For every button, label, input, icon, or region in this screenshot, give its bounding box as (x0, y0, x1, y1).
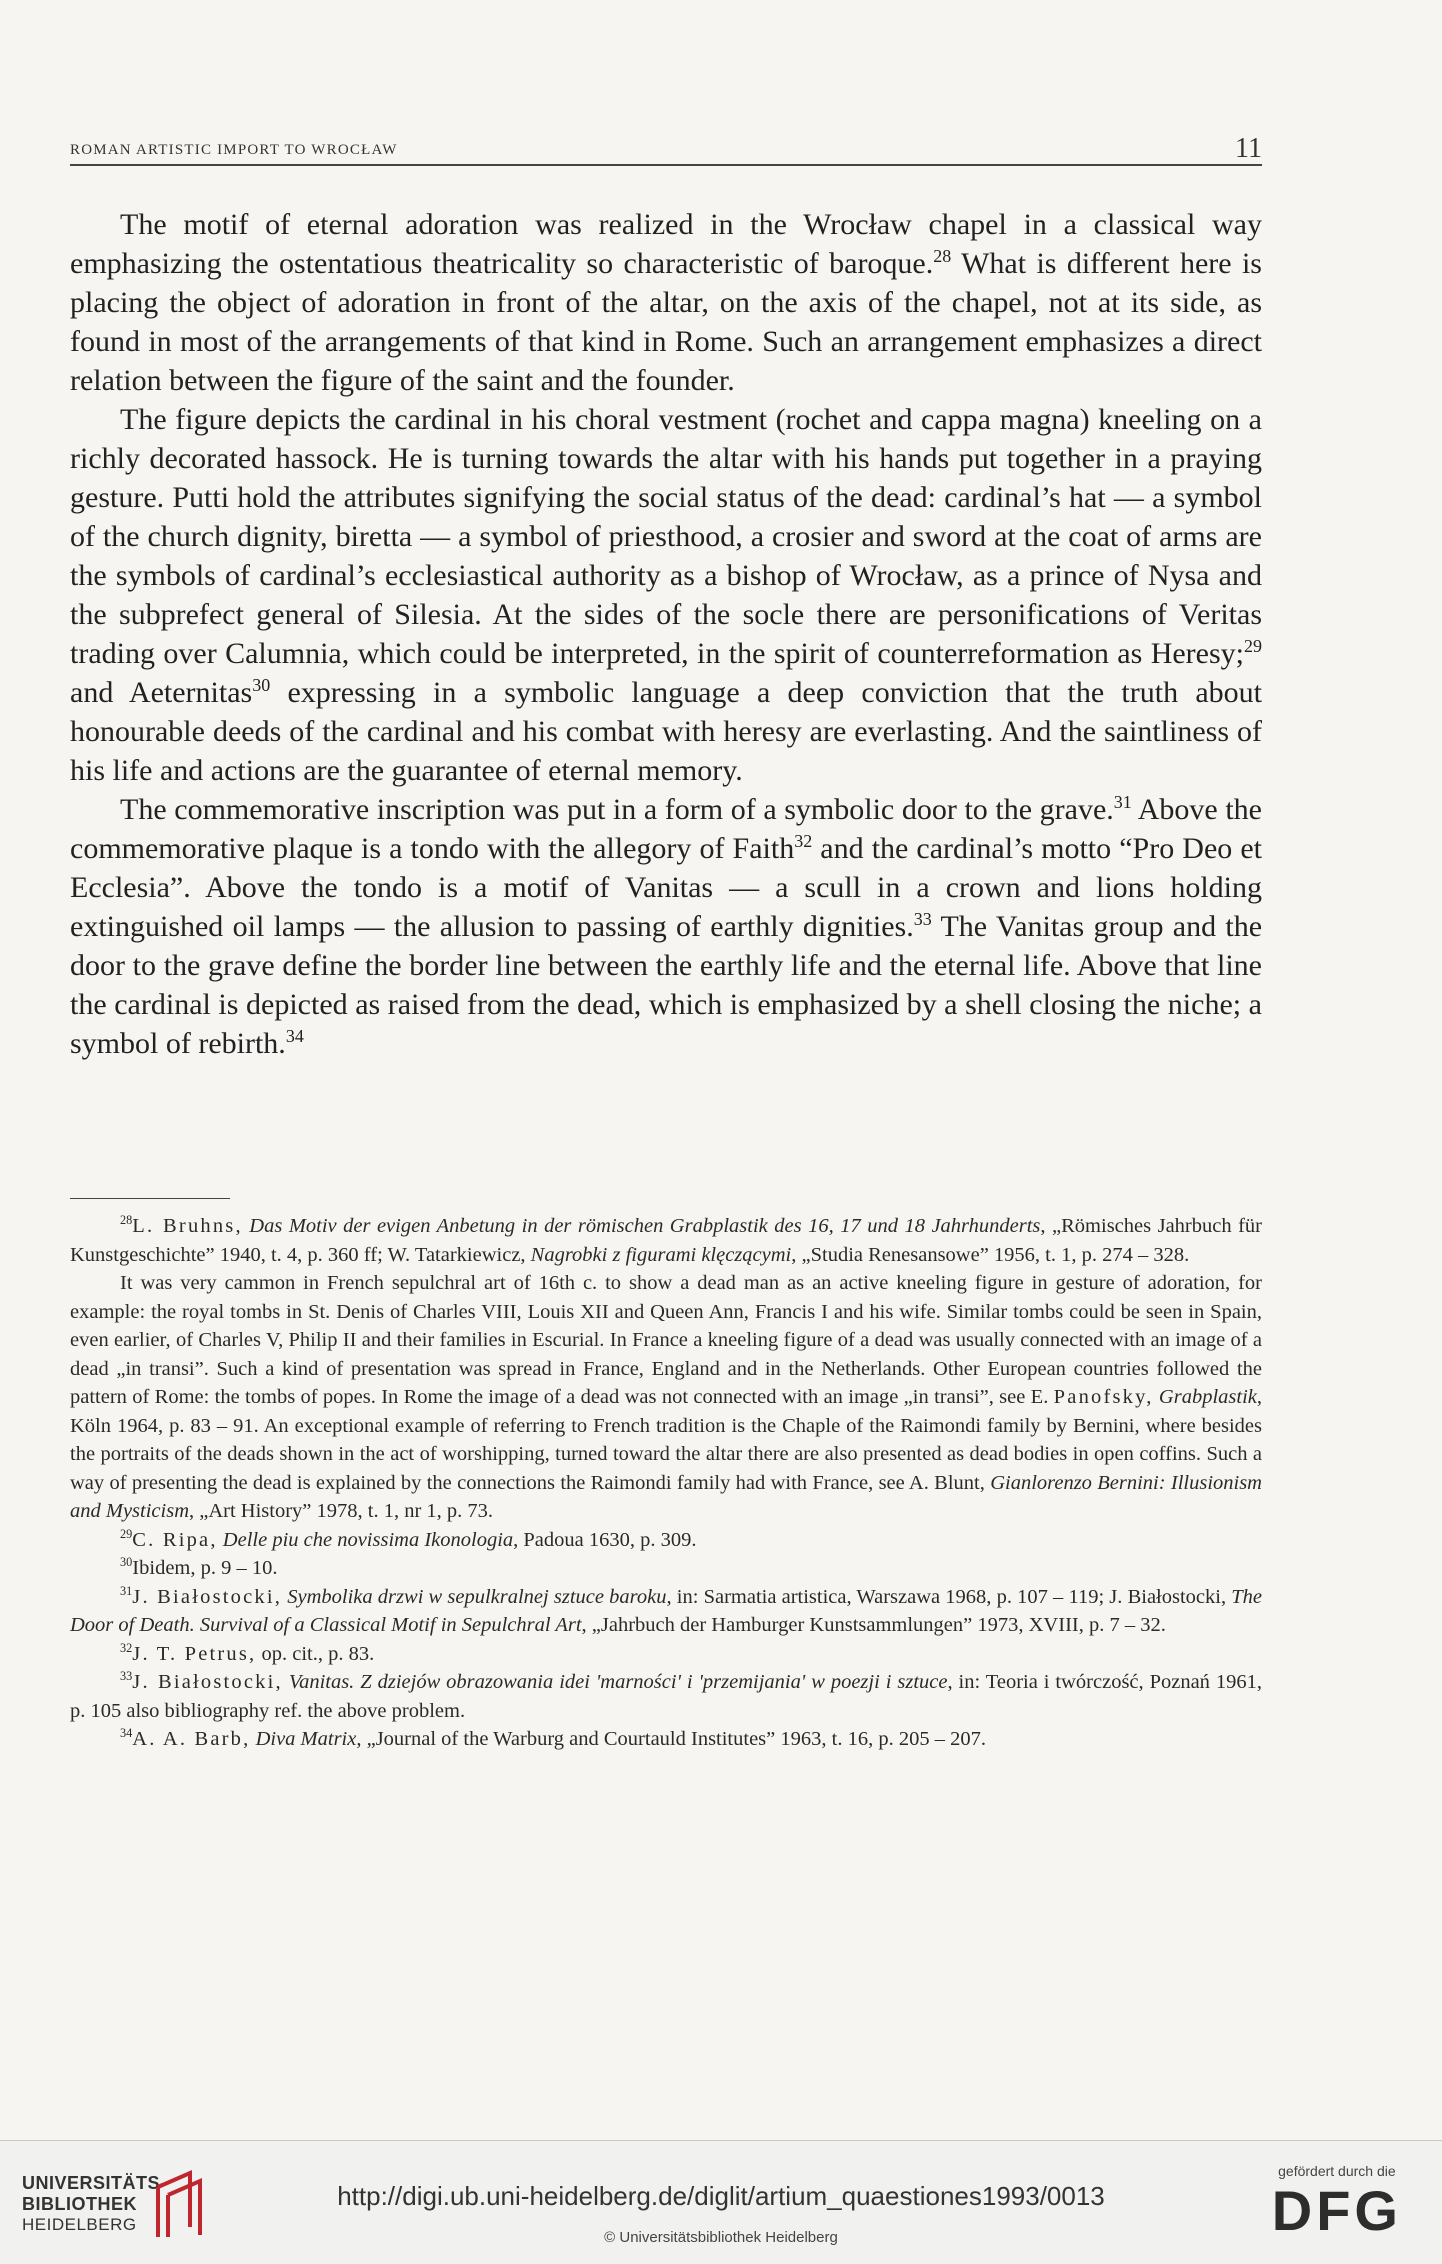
footnote-ref-32[interactable]: 32 (794, 831, 813, 851)
footnotes (70, 1212, 1262, 1754)
footnote-ref-33[interactable]: 33 (913, 909, 932, 929)
running-title: ROMAN ARTISTIC IMPORT TO WROCŁAW (70, 142, 398, 158)
viewer-footer (0, 2140, 1442, 2264)
footnote-31: $^{31}$J. Białostocki, Symbolika drzwi w sepulkralnej sztuce baroku, in: Sarmatia artistica, Warszawa 1968, p. 107 – 119; J. Białostocki, The Door of Death. Survival of a Classical Motif in Sepulchral Art, „Jahrbuch der Hamburger Kunstsammlungen” 1973, XVIII, p. 7 – 32. (70, 1583, 1262, 1636)
footnote-ref-29[interactable]: 29 (1244, 636, 1262, 656)
paragraph-2: The figure depicts the cardinal in his choral vestment (rochet and cappa magna) kneeling on a richly decorated hassock. He is turning towards the altar with his hands put together in a praying gesture. Putti hold the attributes signifying the social status of the dead: cardinal’s hat — a symbol of the church dignity, biretta — a symbol of priesthood, a crosier and sword at the coat of arms are the symbols of cardinal’s ecclesiastical authority as a bishop of Wrocław, as a prince of Nysa and the subprefect general of Silesia. At the sides of the socle there are personifications of Veritas trading over Calumnia, which could be interpreted, in the spirit of counterreformation as Heresy;$^{29}$ and Aeternitas$^{30}$ expressing in a symbolic language a deep conviction that the truth about honourable deeds of the cardinal and his combat with heresy are everlasting. And the saintliness of his life and actions are the guarantee of eternal memory. (70, 403, 1262, 787)
funder-caption: gefördert durch die (1278, 2163, 1396, 2179)
footnote-29: $^{29}$C. Ripa, Delle piu che novissima Ikonologia, Padoua 1630, p. 309. (120, 1526, 697, 1551)
footnote-ref-31[interactable]: 31 (1113, 792, 1132, 812)
footnote-ref-28[interactable]: 28 (933, 246, 952, 266)
footnote-32: $^{32}$J. T. Petrus, op. cit., p. 83. (120, 1640, 375, 1665)
copyright-notice: © Universitätsbibliothek Heidelberg (604, 2229, 838, 2246)
university-library-name: UNIVERSITÄTS- BIBLIOTHEK HEIDELBERG (22, 2173, 167, 2234)
page-number: 11 (1235, 133, 1262, 164)
footnote-ref-34[interactable]: 34 (285, 1026, 304, 1046)
paragraph-3: The commemorative inscription was put in a form of a symbolic door to the grave.$^{31}$ Above the commemorative plaque is a tondo with the allegory of Faith$^{32}$ and the cardinal’s motto “Pro Deo et Ecclesia”. Above the tondo is a motif of Vanitas — a scull in a crown and lions holding extinguished oil lamps — the allusion to passing of earthly dignities.$^{33}$ The Vanitas group and the door to the grave define the border line between the earthly life and the eternal life. Above that line the cardinal is depicted as raised from the dead, which is emphasized by a shell closing the niche; a symbol of rebirth.$^{34}$ (70, 792, 1263, 1060)
permalink-url[interactable]: http://digi.ub.uni-heidelberg.de/diglit/artium_quaestiones1993/0013 (337, 2181, 1105, 2211)
footnote-ref-30[interactable]: 30 (252, 675, 271, 695)
footnote-30: $^{30}$Ibidem, p. 9 – 10. (120, 1555, 278, 1579)
dfg-logo: DFG (1271, 2179, 1402, 2242)
footnote-34: $^{34}$A. A. Barb, Diva Matrix, „Journal of the Warburg and Courtauld Institutes” 1963, t. 16, p. 205 – 207. (120, 1726, 986, 1750)
funder-block (1271, 2163, 1402, 2242)
footnote-28: $^{28}$L. Bruhns, Das Motiv der evigen Anbetung in der römischen Grabplastik des 16, 17 und 18 Jahrhunderts, „Römisches Jahrbuch für Kunstgeschichte” 1940, t. 4, p. 360 ff; W. Tatarkiewicz, Nagrobki z figurami klęczącymi, „Studia Renesansowe” 1956, t. 1, p. 274 – 328. (70, 1213, 1262, 1266)
main-text (70, 205, 1262, 1063)
footnote-separator (70, 1198, 230, 1199)
page-header (70, 125, 1262, 165)
header-rule (70, 164, 1262, 166)
footnote-28-continued: It was very cammon in French sepulchral art of 16th c. to show a dead man as an active kneeling figure in gesture of adoration, for example: the royal tombs in St. Denis of Charles VIII, Louis XII and Queen Ann, Francis I and his wife. Similar tombs could be seen in Spain, even earlier, of Charles V, Philip II and their families in Escurial. In France a kneeling figure of a dead was usually connected with an image of a dead „in transi”. Such a kind of presentation was spread in France, England and in the Netherlands. Other European countries followed the pattern of Rome: the tombs of popes. In Rome the image of a dead was not connected with an image „in transi”, see E. Panofsky, Grabplastik, Köln 1964, p. 83 – 91. An exceptional example of referring to French tradition is the Chaple of the Raimondi family by Bernini, where besides the portraits of the deads shown in the act of worshipping, turned toward the altar there are also presented as dead bodies in open coffins. Such a way of presenting the dead is explained by the connections the Raimondi family had with France, see A. Blunt, Gianlorenzo Bernini: Illusionism and Mysticism, „Art History” 1978, t. 1, nr 1, p. 73. (70, 1272, 1262, 1522)
paragraph-1: The motif of eternal adoration was realized in the Wrocław chapel in a classical way emphasizing the ostentatious theatricality so characteristic of baroque.$^{28}$ What is different here is placing the object of adoration in front of the altar, on the axis of the chapel, not at its side, as found in most of the arrangements of that kind in Rome. Such an arrangement emphasizes a direct relation between the figure of the saint and the founder. (70, 208, 1262, 397)
footnote-33: $^{33}$J. Białostocki, Vanitas. Z dziejów obrazowania idei 'marności' i 'przemijania' w poezji i sztuce, in: Teoria i twórczość, Poznań 1961, p. 105 also bibliography ref. the above problem. (70, 1669, 1263, 1722)
